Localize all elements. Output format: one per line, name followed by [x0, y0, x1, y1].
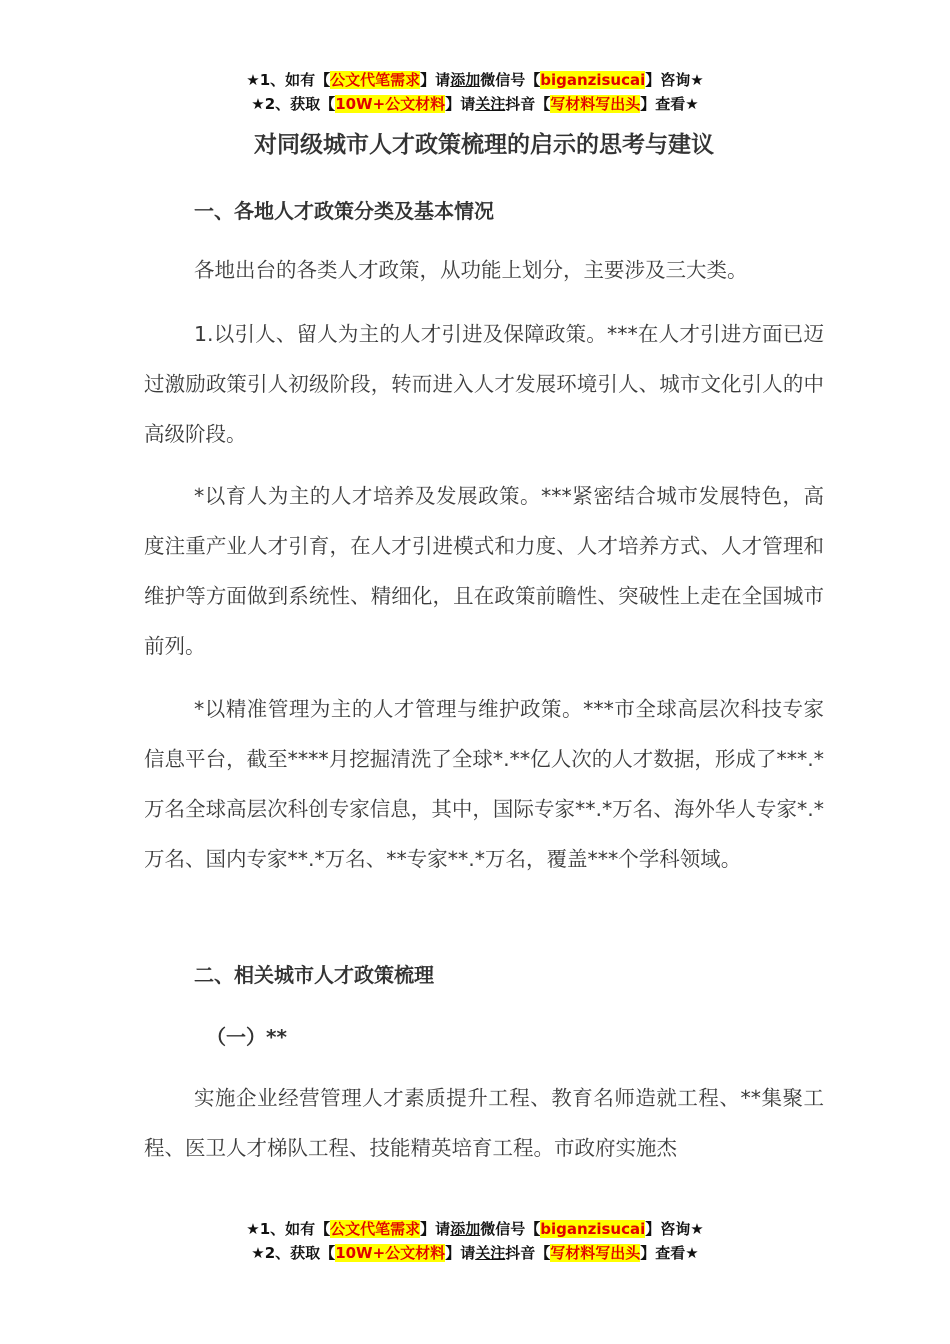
highlight-text: 公文代笔需求: [330, 1220, 421, 1238]
wechat-id: biganzisucai: [540, 1220, 646, 1238]
banner-text: 】请: [420, 71, 451, 89]
banner-text: 微信号【: [480, 71, 541, 89]
bottom-banner: [0, 1217, 950, 1265]
paragraph-4: *以精准管理为主的人才管理与维护政策。***市全球高层次科技专家信息平台，截至****月挖掘清洗了全球*.**亿人次的人才数据，形成了***.*万名全球高层次科创专家信息，其中，国际专家**.*万名、海外华人专家*.*万名、国内专家**.*万名、**专家**.*万名，覆盖***个学科领域。: [144, 697, 824, 871]
section-heading-1: 一、各地人才政策分类及基本情况: [194, 199, 494, 223]
subsection-heading: （一）**: [206, 1025, 287, 1049]
emphasis-text: 添加: [450, 71, 481, 89]
banner-text: ★2、获取【: [251, 1244, 336, 1262]
paragraph-3: *以育人为主的人才培养及发展政策。***紧密结合城市发展特色，高度注重产业人才引育，在人才引进模式和力度、人才培养方式、人才管理和维护等方面做到系统性、精细化，且在政策前瞻性、突破性上走在全国城市前列。: [144, 484, 824, 658]
highlight-text: 10W+公文材料: [335, 1244, 446, 1262]
top-banner: [0, 68, 950, 116]
emphasis-text: 添加: [450, 1220, 481, 1238]
banner-text: ★2、获取【: [251, 95, 336, 113]
paragraph-1: 各地出台的各类人才政策，从功能上划分，主要涉及三大类。: [194, 258, 748, 282]
emphasis-text: 关注: [475, 95, 506, 113]
banner-text: ★1、如有【: [246, 71, 331, 89]
paragraph-2: 1.以引人、留人为主的人才引进及保障政策。***在人才引进方面已迈过激励政策引人初级阶段，转而进入人才发展环境引人、城市文化引人的中高级阶段。: [144, 322, 824, 446]
section-heading-2: 二、相关城市人才政策梳理: [194, 963, 434, 987]
paragraph-5: 实施企业经营管理人才素质提升工程、教育名师造就工程、**集聚工程、医卫人才梯队工程、技能精英培育工程。市政府实施杰: [144, 1086, 824, 1160]
douyin-account: 写材料写出头: [550, 1244, 641, 1262]
banner-text: 微信号【: [480, 1220, 541, 1238]
highlight-text: 10W+公文材料: [335, 95, 446, 113]
banner-line-1: [0, 1217, 950, 1241]
banner-text: ★1、如有【: [246, 1220, 331, 1238]
banner-text: 抖音【: [505, 95, 551, 113]
douyin-account: 写材料写出头: [550, 95, 641, 113]
highlight-text: 公文代笔需求: [330, 71, 421, 89]
banner-text: 】查看★: [640, 1244, 699, 1262]
banner-line-2: [0, 1241, 950, 1265]
banner-line-1: [0, 68, 950, 92]
banner-text: 】请: [445, 95, 476, 113]
banner-text: 】请: [420, 1220, 451, 1238]
banner-line-2: [0, 92, 950, 116]
banner-text: 】查看★: [640, 95, 699, 113]
banner-text: 】咨询★: [645, 1220, 704, 1238]
document-title: 对同级城市人才政策梳理的启示的思考与建议: [254, 132, 714, 158]
banner-text: 】请: [445, 1244, 476, 1262]
banner-text: 】咨询★: [645, 71, 704, 89]
emphasis-text: 关注: [475, 1244, 506, 1262]
wechat-id: biganzisucai: [540, 71, 646, 89]
banner-text: 抖音【: [505, 1244, 551, 1262]
